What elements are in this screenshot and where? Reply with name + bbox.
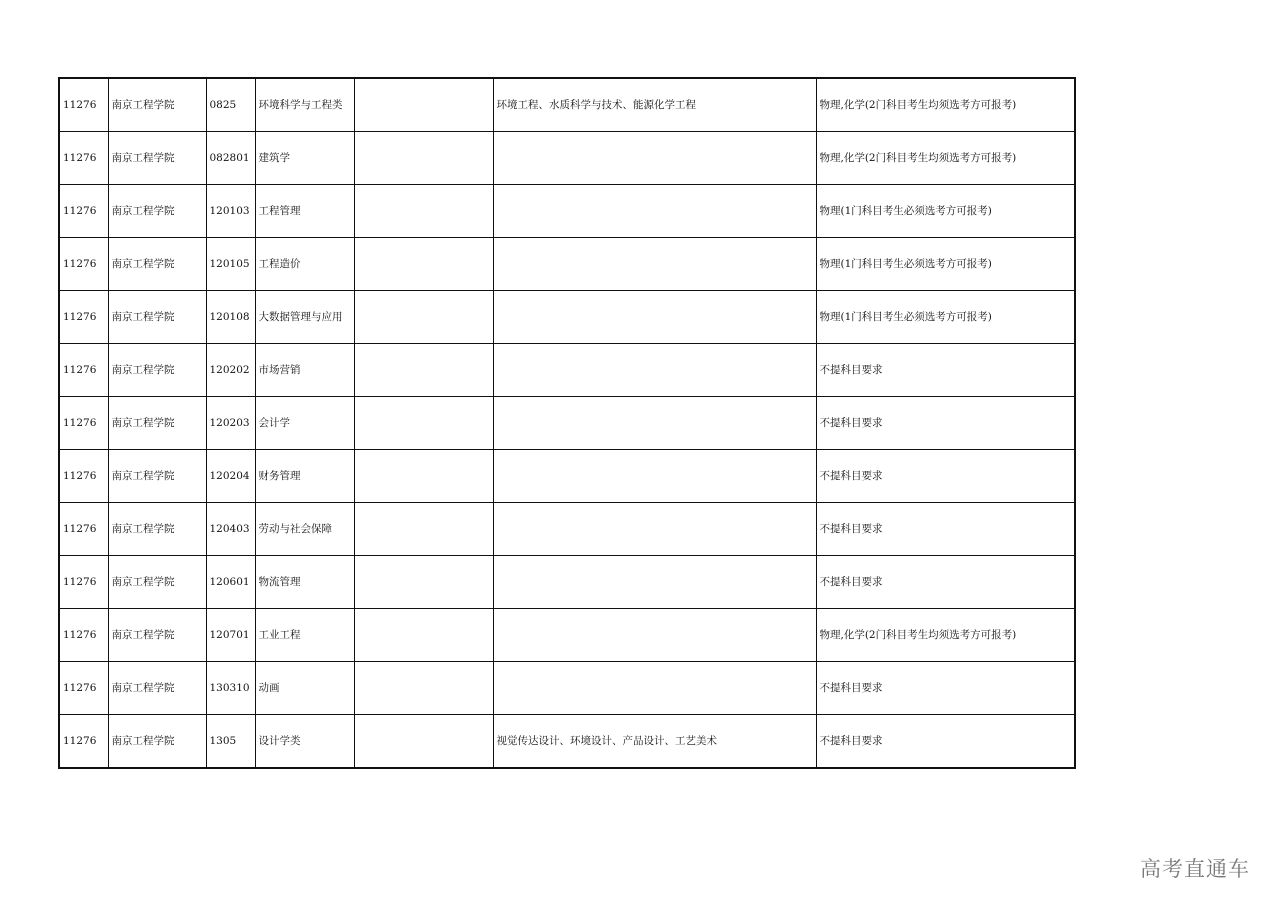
school-name-cell: 南京工程学院 [108, 503, 206, 556]
school-name-cell: 南京工程学院 [108, 132, 206, 185]
major-code-cell: 120105 [206, 238, 255, 291]
subject-requirements-table [58, 77, 1076, 769]
blank-cell [354, 238, 493, 291]
included-majors-cell [493, 397, 816, 450]
subject-requirement-cell: 不提科目要求 [816, 344, 1075, 397]
school-code-cell: 11276 [59, 715, 108, 769]
subject-requirement-cell: 物理(1门科目考生必须选考方可报考) [816, 291, 1075, 344]
table-row [59, 715, 1075, 769]
blank-cell [354, 185, 493, 238]
school-name-cell: 南京工程学院 [108, 450, 206, 503]
table-row [59, 238, 1075, 291]
subject-requirement-cell: 物理(1门科目考生必须选考方可报考) [816, 185, 1075, 238]
subject-requirement-cell: 不提科目要求 [816, 715, 1075, 769]
major-code-cell: 082801 [206, 132, 255, 185]
school-name-cell: 南京工程学院 [108, 397, 206, 450]
blank-cell [354, 556, 493, 609]
major-code-cell: 1305 [206, 715, 255, 769]
subject-requirement-cell: 不提科目要求 [816, 662, 1075, 715]
major-name-cell: 工程管理 [255, 185, 354, 238]
major-code-cell: 120202 [206, 344, 255, 397]
major-code-cell: 0825 [206, 78, 255, 132]
subject-requirement-cell: 不提科目要求 [816, 450, 1075, 503]
table-row [59, 291, 1075, 344]
blank-cell [354, 78, 493, 132]
school-code-cell: 11276 [59, 238, 108, 291]
school-name-cell: 南京工程学院 [108, 238, 206, 291]
subject-requirement-cell: 不提科目要求 [816, 503, 1075, 556]
included-majors-cell [493, 238, 816, 291]
blank-cell [354, 132, 493, 185]
table-body [59, 78, 1075, 768]
major-code-cell: 120103 [206, 185, 255, 238]
school-name-cell: 南京工程学院 [108, 344, 206, 397]
table-row [59, 344, 1075, 397]
school-code-cell: 11276 [59, 556, 108, 609]
included-majors-cell [493, 132, 816, 185]
blank-cell [354, 715, 493, 769]
subject-requirement-cell: 物理,化学(2门科目考生均须选考方可报考) [816, 132, 1075, 185]
table-row [59, 132, 1075, 185]
blank-cell [354, 344, 493, 397]
blank-cell [354, 291, 493, 344]
major-name-cell: 会计学 [255, 397, 354, 450]
included-majors-cell [493, 503, 816, 556]
school-code-cell: 11276 [59, 78, 108, 132]
school-name-cell: 南京工程学院 [108, 291, 206, 344]
table-row [59, 78, 1075, 132]
school-code-cell: 11276 [59, 132, 108, 185]
major-code-cell: 120204 [206, 450, 255, 503]
school-code-cell: 11276 [59, 450, 108, 503]
school-name-cell: 南京工程学院 [108, 78, 206, 132]
major-name-cell: 物流管理 [255, 556, 354, 609]
table-row [59, 662, 1075, 715]
table-row [59, 397, 1075, 450]
blank-cell [354, 397, 493, 450]
major-name-cell: 工程造价 [255, 238, 354, 291]
included-majors-cell: 视觉传达设计、环境设计、产品设计、工艺美术 [493, 715, 816, 769]
included-majors-cell [493, 291, 816, 344]
included-majors-cell [493, 450, 816, 503]
subject-requirement-cell: 物理,化学(2门科目考生均须选考方可报考) [816, 609, 1075, 662]
major-code-cell: 120701 [206, 609, 255, 662]
table-row [59, 556, 1075, 609]
major-name-cell: 市场营销 [255, 344, 354, 397]
major-code-cell: 120403 [206, 503, 255, 556]
blank-cell [354, 609, 493, 662]
included-majors-cell [493, 662, 816, 715]
included-majors-cell [493, 556, 816, 609]
blank-cell [354, 503, 493, 556]
table-row [59, 609, 1075, 662]
watermark-text: 高考直通车 [1140, 857, 1250, 881]
school-code-cell: 11276 [59, 185, 108, 238]
school-code-cell: 11276 [59, 291, 108, 344]
major-name-cell: 设计学类 [255, 715, 354, 769]
included-majors-cell: 环境工程、水质科学与技术、能源化学工程 [493, 78, 816, 132]
table-row [59, 185, 1075, 238]
major-name-cell: 劳动与社会保障 [255, 503, 354, 556]
school-name-cell: 南京工程学院 [108, 662, 206, 715]
table-row [59, 503, 1075, 556]
major-name-cell: 动画 [255, 662, 354, 715]
blank-cell [354, 450, 493, 503]
school-code-cell: 11276 [59, 662, 108, 715]
blank-cell [354, 662, 493, 715]
school-code-cell: 11276 [59, 397, 108, 450]
table-row [59, 450, 1075, 503]
school-name-cell: 南京工程学院 [108, 715, 206, 769]
school-name-cell: 南京工程学院 [108, 556, 206, 609]
major-code-cell: 120108 [206, 291, 255, 344]
subject-requirement-cell: 物理,化学(2门科目考生均须选考方可报考) [816, 78, 1075, 132]
subject-requirement-cell: 物理(1门科目考生必须选考方可报考) [816, 238, 1075, 291]
school-code-cell: 11276 [59, 503, 108, 556]
included-majors-cell [493, 344, 816, 397]
major-code-cell: 130310 [206, 662, 255, 715]
school-name-cell: 南京工程学院 [108, 609, 206, 662]
school-code-cell: 11276 [59, 609, 108, 662]
major-name-cell: 大数据管理与应用 [255, 291, 354, 344]
major-name-cell: 建筑学 [255, 132, 354, 185]
included-majors-cell [493, 609, 816, 662]
school-code-cell: 11276 [59, 344, 108, 397]
subject-requirement-cell: 不提科目要求 [816, 397, 1075, 450]
major-code-cell: 120203 [206, 397, 255, 450]
major-name-cell: 财务管理 [255, 450, 354, 503]
major-name-cell: 环境科学与工程类 [255, 78, 354, 132]
major-code-cell: 120601 [206, 556, 255, 609]
school-name-cell: 南京工程学院 [108, 185, 206, 238]
included-majors-cell [493, 185, 816, 238]
major-name-cell: 工业工程 [255, 609, 354, 662]
subject-requirement-cell: 不提科目要求 [816, 556, 1075, 609]
